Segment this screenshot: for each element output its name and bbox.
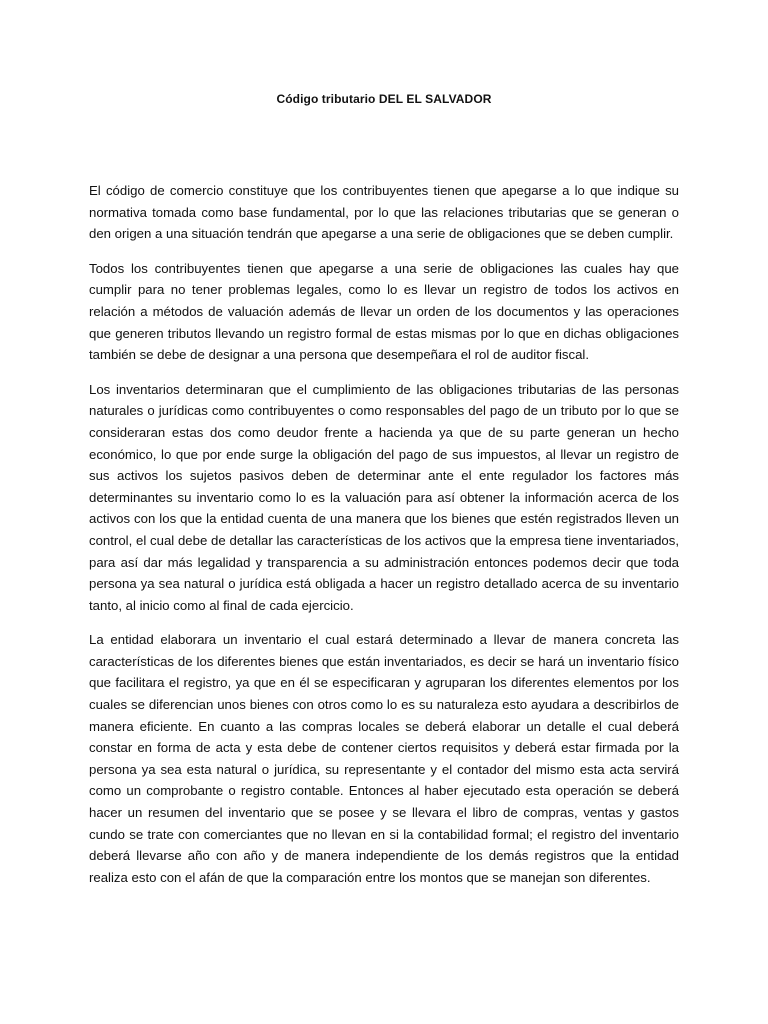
paragraph-1: El código de comercio constituye que los contribuyentes tienen que apegarse a lo que indique su normativa tomada como base fundamental, por lo que las relaciones tributarias que se generan o den origen a una situación tendrán que apegarse a una serie de obligaciones que se deben cumplir. bbox=[89, 183, 679, 242]
paragraph-4: La entidad elaborara un inventario el cual estará determinado a llevar de manera concreta las características de los diferentes bienes que están inventariados, es decir se hará un inventario físico que facilitara el registro, ya que en él se especificaran y agruparan los diferentes elementos por los cuales se diferencian unos bienes con otros como lo es su naturaleza esto ayudara a describirlos de manera eficiente. En cuanto a las compras locales se deberá elaborar un detalle el cual deberá constar en forma de acta y esta debe de contener ciertos requisitos y deberá estar firmada por la persona ya sea esta natural o jurídica, su representante y el contador del mismo esta acta servirá como un comprobante o registro contable. Entonces al haber ejecutado esta operación se deberá hacer un resumen del inventario que se posee y se llevara el libro de compras, ventas y gastos cundo se trate con comerciantes que no llevan en si la contabilidad formal; el registro del inventario deberá llevarse año con año y de manera independiente de los demás registros que la entidad realiza esto con el afán de que la comparación entre los montos que se manejan son diferentes. bbox=[89, 632, 679, 885]
paragraph-3: Los inventarios determinaran que el cumplimiento de las obligaciones tributarias de las personas naturales o jurídicas como contribuyentes o como responsables del pago de un tributo por lo que se consideraran estas dos como deudor frente a hacienda ya que de su parte generan un hecho económico, lo que por ende surge la obligación del pago de sus impuestos, al llevar un registro de sus activos los sujetos pasivos deben de determinar ante el ente regulador los factores más determinantes su inventario como lo es la valuación para así obtener la información acerca de los activos con los que la entidad cuenta de una manera que los bienes que estén registrados lleven un control, el cual debe de detallar las características de los activos que la empresa tiene inventariados, para así dar más legalidad y transparencia a su administración entonces podemos decir que toda persona ya sea natural o jurídica está obligada a hacer un registro detallado acerca de su inventario tanto, al inicio como al final de cada ejercicio. bbox=[89, 381, 679, 613]
document-title: Código tributario DEL EL SALVADOR bbox=[276, 92, 492, 106]
document-body bbox=[89, 180, 679, 901]
paragraph-2: Todos los contribuyentes tienen que apegarse a una serie de obligaciones las cuales hay que cumplir para no tener problemas legales, como lo es llevar un registro de todos los activos en relación a métodos de valuación además de llevar un orden de los documentos y las operaciones que generen tributos llevando un registro formal de estas mismas por lo que en dichas obligaciones también se debe de designar a una persona que desempeñara el rol de auditor fiscal. bbox=[89, 260, 679, 363]
